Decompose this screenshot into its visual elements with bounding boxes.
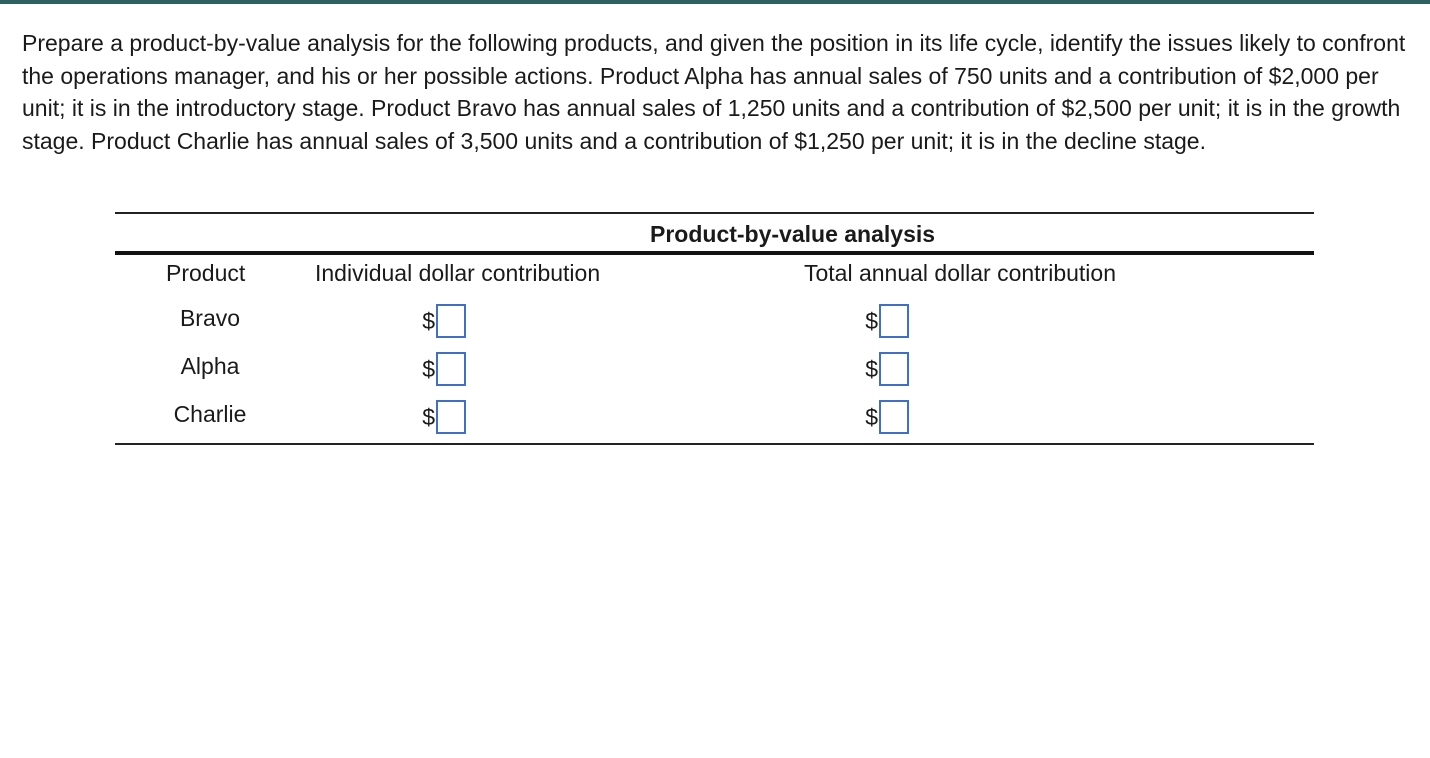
total-contribution-cell [858,301,909,341]
header-total-contribution: Total annual dollar contribution [804,260,1116,286]
product-name: Bravo [179,305,241,331]
dollar-sign: $ [422,403,435,430]
table-bottom-rule [115,443,1314,445]
table-row [115,395,1314,443]
product-name: Charlie [173,401,247,427]
charlie-total-input[interactable] [879,400,909,434]
dollar-sign: $ [422,355,435,382]
bravo-individual-input[interactable] [436,304,466,338]
top-accent-bar [0,0,1430,4]
alpha-individual-input[interactable] [436,352,466,386]
total-contribution-cell [858,349,909,389]
table-row [115,299,1314,347]
question-text: Prepare a product-by-value analysis for the following products, and given the position in its life cycle, identify the issues likely to confront the operations manager, and his or her possible actions. Product Alpha has annual sales of 750 units and a contribution of $2,000 per unit; it is in the introductory stage. Product Bravo has annual sales of 1,250 units and a contribution of $2,500 per unit; it is in the growth stage. Product Charlie has annual sales of 3,500 units and a contribution of $1,250 per unit; it is in the decline stage. [22,30,1406,154]
individual-contribution-cell [415,349,466,389]
individual-contribution-cell [415,301,466,341]
header-individual-contribution: Individual dollar contribution [315,260,601,286]
dollar-sign: $ [865,307,878,334]
table-title: Product-by-value analysis [650,221,936,247]
dollar-sign: $ [865,403,878,430]
dollar-sign: $ [865,355,878,382]
dollar-sign: $ [422,307,435,334]
product-name: Alpha [180,353,240,379]
table-row [115,347,1314,395]
total-contribution-cell [858,397,909,437]
alpha-total-input[interactable] [879,352,909,386]
individual-contribution-cell [415,397,466,437]
bravo-total-input[interactable] [879,304,909,338]
table-body [115,297,1314,443]
charlie-individual-input[interactable] [436,400,466,434]
table-header-row [115,255,1314,297]
header-product: Product [166,260,246,286]
product-by-value-table [115,212,1314,445]
